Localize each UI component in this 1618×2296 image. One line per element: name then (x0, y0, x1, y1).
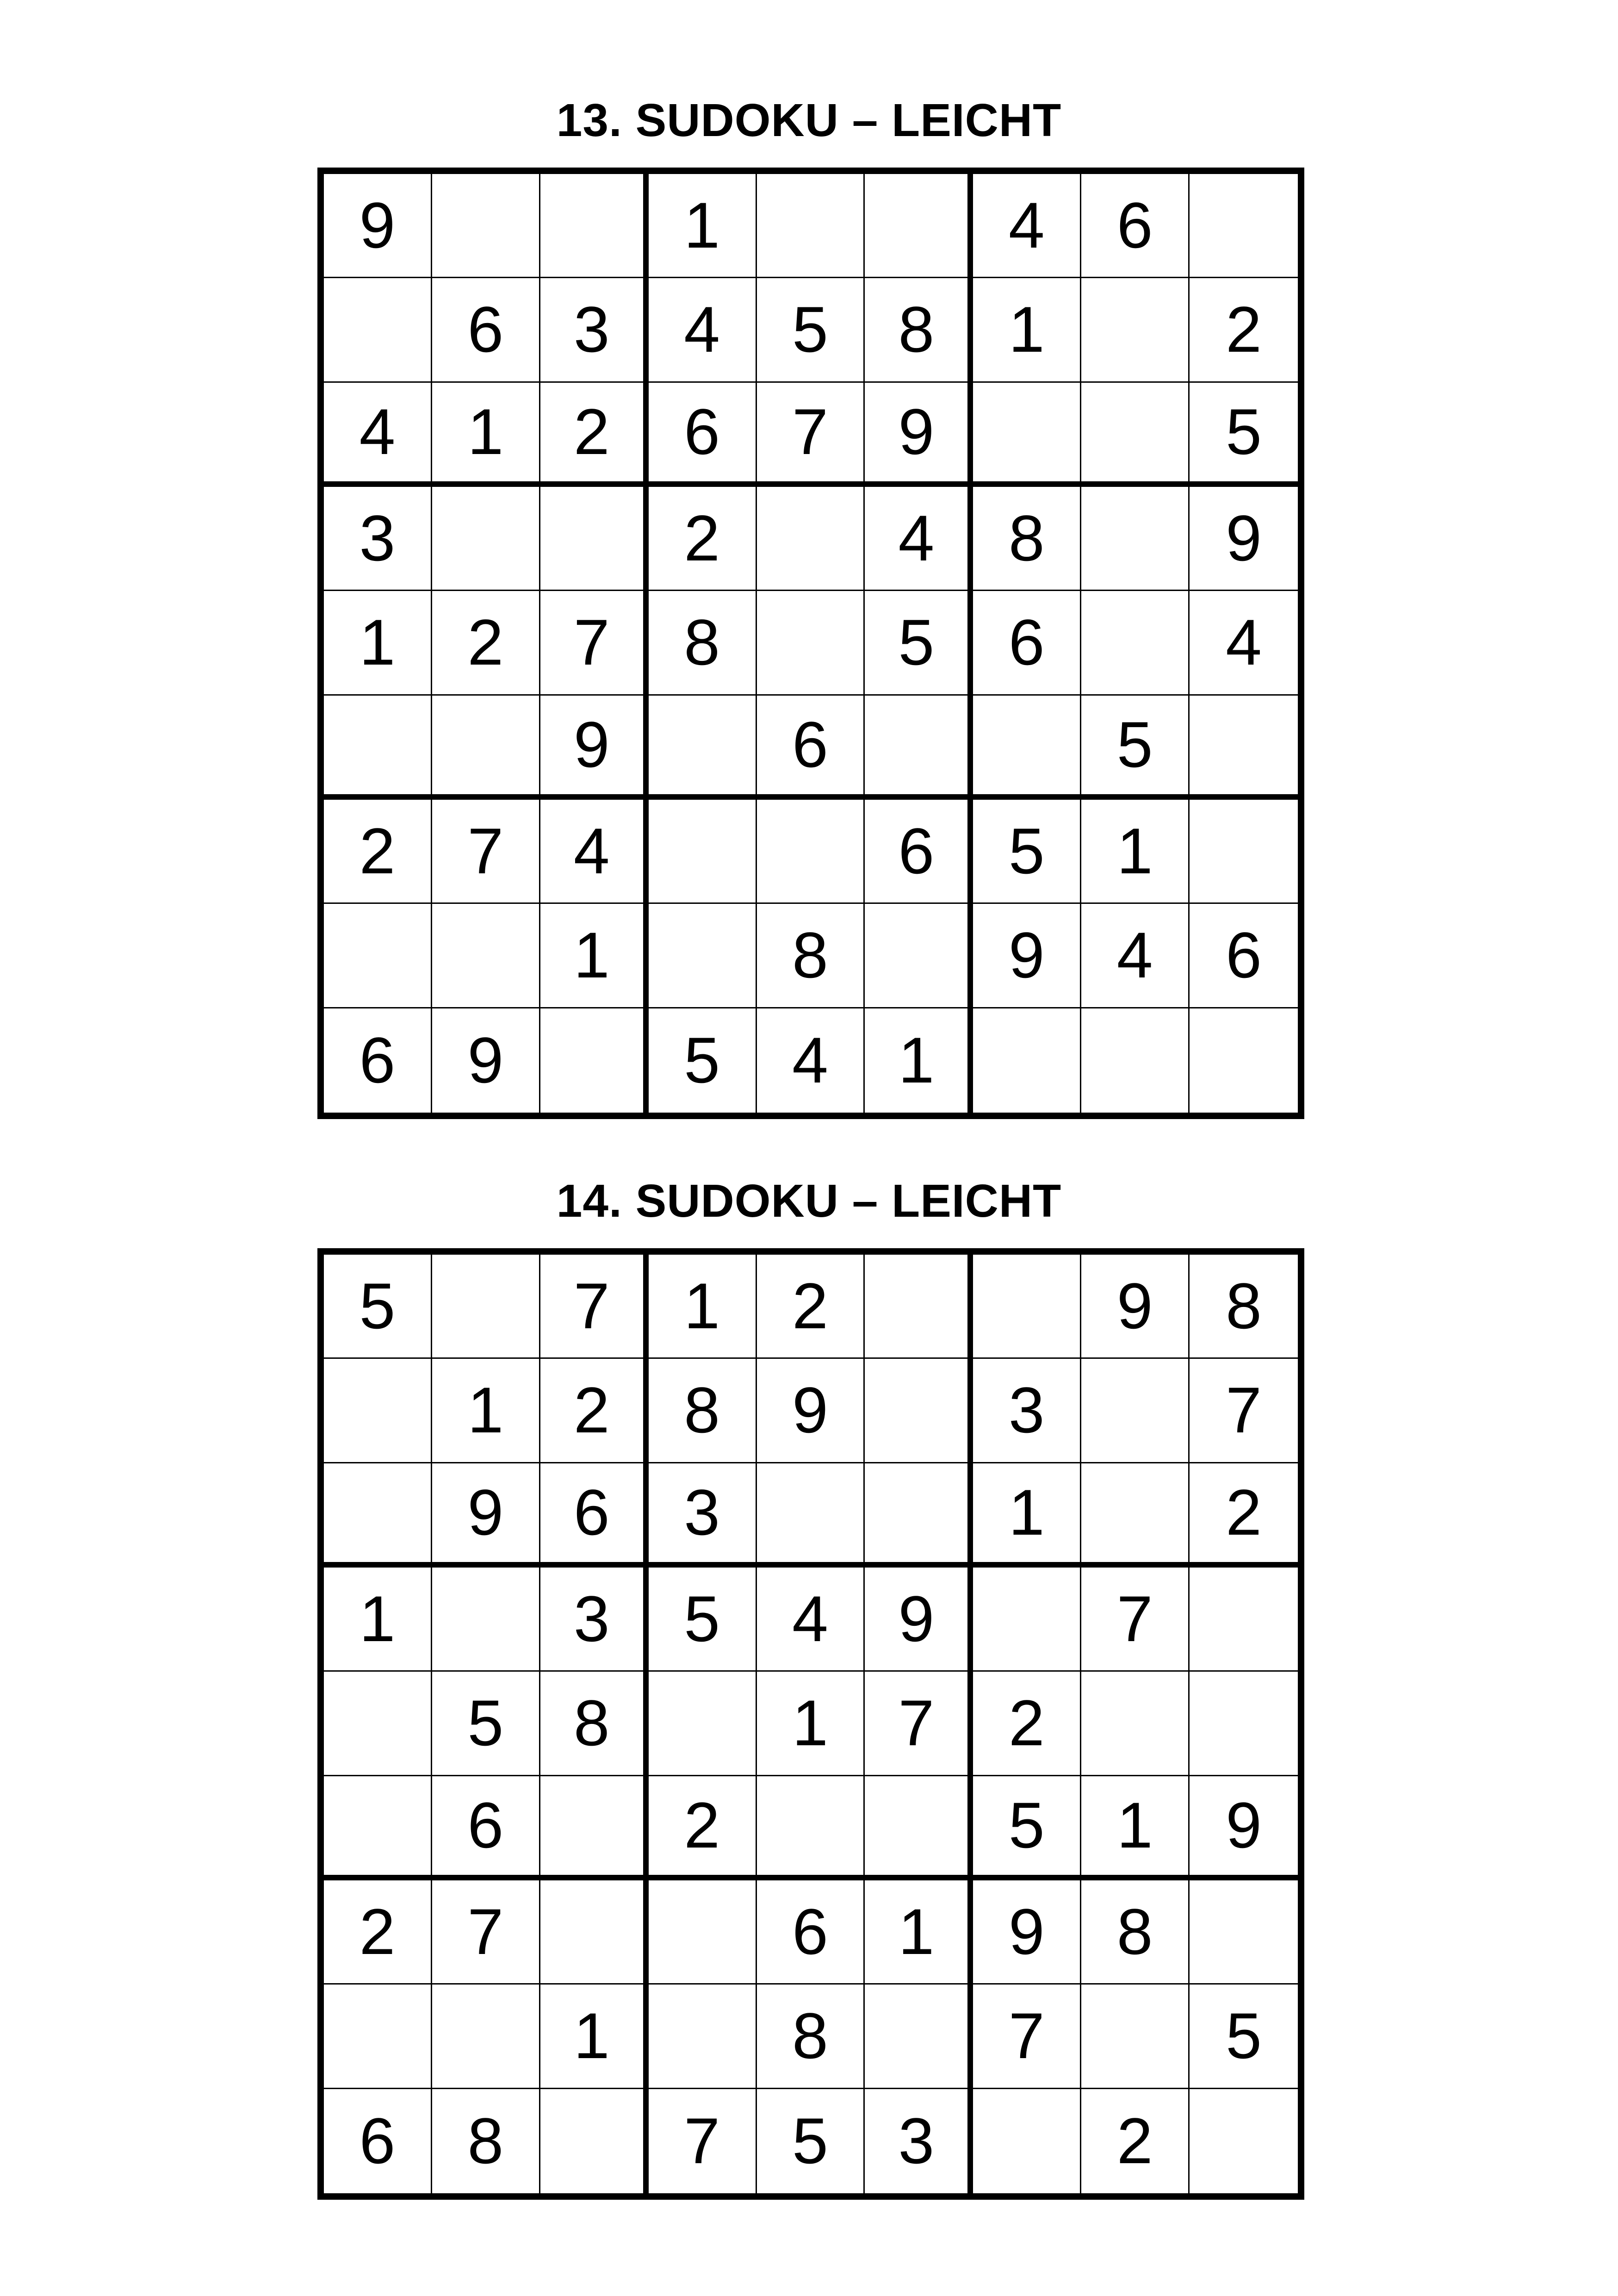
sudoku-cell: 3 (649, 1463, 757, 1568)
sudoku-cell (432, 696, 540, 800)
sudoku-cell: 1 (324, 591, 432, 695)
sudoku-cell: 1 (540, 904, 649, 1008)
sudoku-cell (649, 1880, 757, 1985)
sudoku-cell (973, 1255, 1081, 1359)
sudoku-cell: 1 (865, 1880, 973, 1985)
sudoku-cell (649, 904, 757, 1008)
sudoku-cell (1081, 1463, 1190, 1568)
sudoku-cell: 5 (649, 1008, 757, 1113)
sudoku-cell: 1 (432, 383, 540, 487)
sudoku-cell: 6 (324, 2089, 432, 2193)
sudoku-cell (540, 1776, 649, 1880)
sudoku-cell: 8 (649, 591, 757, 695)
sudoku-cell: 6 (973, 591, 1081, 695)
sudoku-cell (1190, 1568, 1298, 1672)
sudoku-cell: 1 (649, 1255, 757, 1359)
sudoku-cell: 1 (432, 1359, 540, 1463)
sudoku-cell (757, 487, 865, 591)
sudoku-cell: 6 (865, 800, 973, 904)
sudoku-cell (973, 383, 1081, 487)
sudoku-cell: 9 (973, 1880, 1081, 1985)
sudoku-cell: 2 (1190, 278, 1298, 382)
sudoku-cell (757, 591, 865, 695)
sudoku-cell (324, 1463, 432, 1568)
sudoku-cell: 5 (757, 2089, 865, 2193)
sudoku-cell: 4 (973, 174, 1081, 278)
sudoku-cell (865, 904, 973, 1008)
sudoku-cell: 9 (432, 1463, 540, 1568)
sudoku-cell: 7 (540, 591, 649, 695)
sudoku-cell: 8 (649, 1359, 757, 1463)
sudoku-cell (973, 2089, 1081, 2193)
sudoku-cell: 1 (865, 1008, 973, 1113)
sudoku-cell: 2 (432, 591, 540, 695)
sudoku-cell (1190, 1008, 1298, 1113)
sudoku-cell: 2 (757, 1255, 865, 1359)
sudoku-cell (324, 1359, 432, 1463)
sudoku-cell (324, 1985, 432, 2089)
sudoku-cell: 4 (865, 487, 973, 591)
sudoku-cell: 7 (649, 2089, 757, 2193)
sudoku-cell: 9 (1190, 1776, 1298, 1880)
puzzle-13-title: 13. SUDOKU – LEICHT (556, 94, 1062, 146)
sudoku-cell (757, 800, 865, 904)
sudoku-cell: 9 (1081, 1255, 1190, 1359)
sudoku-cell (324, 278, 432, 382)
sudoku-cell: 2 (540, 1359, 649, 1463)
sudoku-cell: 8 (540, 1672, 649, 1776)
sudoku-cell (973, 1008, 1081, 1113)
sudoku-cell (1190, 1880, 1298, 1985)
sudoku-cell: 5 (865, 591, 973, 695)
sudoku-cell: 7 (865, 1672, 973, 1776)
sudoku-cell: 6 (1081, 174, 1190, 278)
sudoku-cell (1081, 1008, 1190, 1113)
sudoku-cell: 2 (1081, 2089, 1190, 2193)
sudoku-cell: 5 (432, 1672, 540, 1776)
sudoku-cell: 2 (324, 1880, 432, 1985)
sudoku-cell: 5 (1190, 1985, 1298, 2089)
sudoku-cell: 4 (757, 1568, 865, 1672)
sudoku-cell: 9 (432, 1008, 540, 1113)
sudoku-cell: 7 (540, 1255, 649, 1359)
sudoku-cell (324, 1776, 432, 1880)
sudoku-cell: 5 (1081, 696, 1190, 800)
sudoku-cell: 5 (324, 1255, 432, 1359)
sudoku-cell (432, 1255, 540, 1359)
sudoku-cell: 6 (432, 278, 540, 382)
sudoku-cell (324, 904, 432, 1008)
sudoku-cell: 1 (973, 1463, 1081, 1568)
sudoku-cell: 7 (757, 383, 865, 487)
sudoku-cell: 6 (1190, 904, 1298, 1008)
sudoku-cell: 9 (1190, 487, 1298, 591)
sudoku-cell (865, 696, 973, 800)
sudoku-cell: 8 (973, 487, 1081, 591)
sudoku-cell: 8 (757, 904, 865, 1008)
sudoku-cell (757, 174, 865, 278)
sudoku-cell (865, 174, 973, 278)
sudoku-cell (649, 1672, 757, 1776)
sudoku-cell (324, 696, 432, 800)
sudoku-cell: 1 (1081, 800, 1190, 904)
sudoku-cell: 4 (1190, 591, 1298, 695)
sudoku-cell: 4 (540, 800, 649, 904)
sudoku-cell: 1 (649, 174, 757, 278)
sudoku-cell (540, 1008, 649, 1113)
sudoku-cell: 5 (973, 800, 1081, 904)
sudoku-cell: 2 (1190, 1463, 1298, 1568)
sudoku-cell: 8 (1190, 1255, 1298, 1359)
sudoku-cell: 8 (1081, 1880, 1190, 1985)
sudoku-cell: 7 (432, 1880, 540, 1985)
sudoku-cell (324, 1672, 432, 1776)
sudoku-cell: 6 (649, 383, 757, 487)
sudoku-cell (757, 1776, 865, 1880)
sudoku-cell (865, 1985, 973, 2089)
sudoku-cell (757, 1463, 865, 1568)
sudoku-cell: 4 (1081, 904, 1190, 1008)
sudoku-cell: 7 (1190, 1359, 1298, 1463)
sudoku-cell (432, 174, 540, 278)
sudoku-cell: 1 (1081, 1776, 1190, 1880)
sudoku-cell (1190, 2089, 1298, 2193)
sudoku-cell: 1 (757, 1672, 865, 1776)
sudoku-cell (1081, 383, 1190, 487)
sudoku-cell (649, 1985, 757, 2089)
sudoku-cell: 7 (1081, 1568, 1190, 1672)
sudoku-cell (649, 696, 757, 800)
sudoku-cell (1081, 487, 1190, 591)
sudoku-cell: 8 (757, 1985, 865, 2089)
sudoku-cell: 3 (973, 1359, 1081, 1463)
sudoku-cell: 4 (757, 1008, 865, 1113)
sudoku-cell (973, 696, 1081, 800)
sudoku-cell: 3 (324, 487, 432, 591)
sudoku-cell (973, 1568, 1081, 1672)
sudoku-cell (865, 1463, 973, 1568)
sudoku-cell (540, 1880, 649, 1985)
sudoku-cell: 6 (432, 1776, 540, 1880)
sudoku-cell: 3 (540, 278, 649, 382)
sudoku-cell: 5 (973, 1776, 1081, 1880)
sudoku-cell (432, 1985, 540, 2089)
sudoku-cell: 5 (757, 278, 865, 382)
sudoku-cell (1190, 1672, 1298, 1776)
sudoku-cell: 6 (757, 1880, 865, 1985)
sudoku-cell (865, 1359, 973, 1463)
sudoku-cell: 2 (973, 1672, 1081, 1776)
sudoku-cell: 2 (540, 383, 649, 487)
sudoku-cell: 2 (649, 487, 757, 591)
sudoku-cell: 9 (540, 696, 649, 800)
sudoku-cell (1190, 696, 1298, 800)
sudoku-cell: 7 (973, 1985, 1081, 2089)
sudoku-cell (1081, 278, 1190, 382)
sudoku-cell: 6 (324, 1008, 432, 1113)
sudoku-cell: 3 (865, 2089, 973, 2193)
sudoku-cell (1081, 591, 1190, 695)
sudoku-cell: 1 (540, 1985, 649, 2089)
sudoku-cell (1190, 174, 1298, 278)
sudoku-cell: 2 (324, 800, 432, 904)
sudoku-cell: 1 (324, 1568, 432, 1672)
sudoku-grid-14 (317, 1248, 1304, 2200)
sudoku-cell: 9 (865, 383, 973, 487)
sudoku-cell: 1 (973, 278, 1081, 382)
sudoku-cell (540, 487, 649, 591)
sudoku-cell (865, 1776, 973, 1880)
sudoku-cell (432, 487, 540, 591)
sudoku-cell: 6 (540, 1463, 649, 1568)
sudoku-cell (540, 2089, 649, 2193)
sudoku-cell: 9 (757, 1359, 865, 1463)
sudoku-cell: 9 (865, 1568, 973, 1672)
sudoku-cell: 2 (649, 1776, 757, 1880)
sudoku-cell (865, 1255, 973, 1359)
sudoku-cell: 8 (432, 2089, 540, 2193)
sudoku-cell: 3 (540, 1568, 649, 1672)
sudoku-cell: 9 (324, 174, 432, 278)
sudoku-cell: 4 (649, 278, 757, 382)
sudoku-cell: 4 (324, 383, 432, 487)
sudoku-cell (1190, 800, 1298, 904)
sudoku-cell: 7 (432, 800, 540, 904)
sudoku-cell (1081, 1985, 1190, 2089)
sudoku-cell (1081, 1359, 1190, 1463)
puzzle-14-title: 14. SUDOKU – LEICHT (556, 1175, 1062, 1227)
sudoku-cell: 8 (865, 278, 973, 382)
sudoku-cell (432, 1568, 540, 1672)
sudoku-cell (1081, 1672, 1190, 1776)
sudoku-cell: 6 (757, 696, 865, 800)
sudoku-grid-13 (317, 168, 1304, 1119)
sudoku-cell: 5 (649, 1568, 757, 1672)
sudoku-cell (432, 904, 540, 1008)
sudoku-cell: 5 (1190, 383, 1298, 487)
sudoku-cell (649, 800, 757, 904)
sudoku-cell: 9 (973, 904, 1081, 1008)
sudoku-cell (540, 174, 649, 278)
